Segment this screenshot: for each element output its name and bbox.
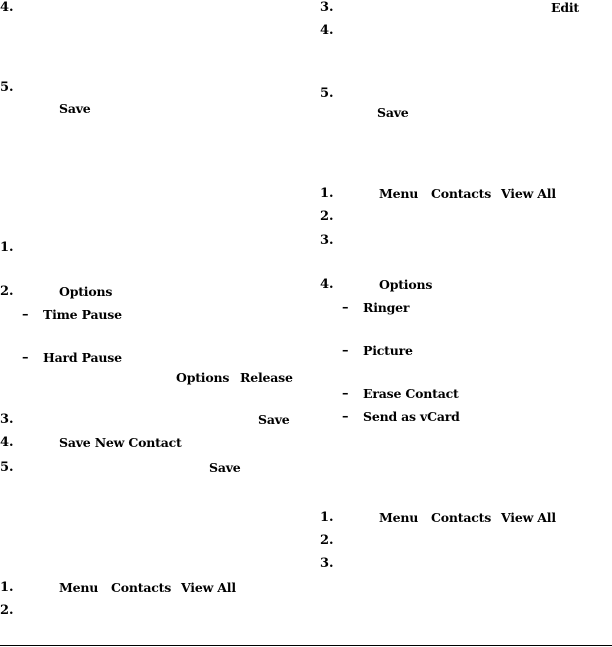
step-number: 1.: [320, 186, 334, 201]
step-number: 1.: [320, 510, 334, 525]
keyword-options: Options: [59, 284, 113, 299]
step-number: 3.: [320, 233, 334, 248]
keyword-options: Options: [176, 370, 230, 385]
keyword-hard-pause: Hard Pause: [43, 350, 122, 365]
keyword-save: Save: [258, 412, 290, 427]
keyword-save-new-contact: Save New Contact: [59, 435, 182, 450]
bullet-dash: –: [342, 409, 349, 424]
keyword-picture: Picture: [363, 343, 413, 358]
keyword-contacts: Contacts: [431, 186, 492, 201]
step-number: 5.: [0, 80, 14, 95]
step-number: 2.: [320, 533, 334, 548]
step-number: 4.: [320, 277, 334, 292]
keyword-save: Save: [209, 460, 241, 475]
keyword-edit: Edit: [551, 0, 579, 15]
step-number: 4.: [0, 0, 14, 15]
step-number: 1.: [0, 240, 14, 255]
keyword-release: Release: [240, 370, 293, 385]
keyword-menu: Menu: [59, 580, 99, 595]
bullet-dash: –: [342, 386, 349, 401]
step-number: 2.: [0, 603, 14, 618]
step-number: 2.: [0, 284, 14, 299]
step-number: 3.: [0, 412, 14, 427]
footer-rule: [0, 645, 612, 646]
bullet-dash: –: [22, 307, 29, 322]
keyword-contacts: Contacts: [431, 510, 492, 525]
keyword-erase-contact: Erase Contact: [363, 386, 459, 401]
step-number: 4.: [0, 435, 14, 450]
bullet-dash: –: [342, 300, 349, 315]
keyword-send-as-vcard: Send as vCard: [363, 409, 460, 424]
bullet-dash: –: [22, 350, 29, 365]
keyword-options: Options: [379, 277, 433, 292]
step-number: 1.: [0, 580, 14, 595]
step-number: 5.: [320, 86, 334, 101]
bullet-dash: –: [342, 343, 349, 358]
keyword-contacts: Contacts: [111, 580, 172, 595]
step-number: 3.: [320, 0, 334, 15]
keyword-menu: Menu: [379, 510, 419, 525]
step-number: 4.: [320, 23, 334, 38]
keyword-save: Save: [377, 105, 409, 120]
keyword-view-all: View All: [181, 580, 236, 595]
step-number: 5.: [0, 460, 14, 475]
keyword-save: Save: [59, 101, 91, 116]
step-number: 3.: [320, 556, 334, 571]
keyword-view-all: View All: [501, 186, 556, 201]
step-number: 2.: [320, 209, 334, 224]
keyword-menu: Menu: [379, 186, 419, 201]
keyword-ringer: Ringer: [363, 300, 410, 315]
keyword-time-pause: Time Pause: [43, 307, 122, 322]
keyword-view-all: View All: [501, 510, 556, 525]
